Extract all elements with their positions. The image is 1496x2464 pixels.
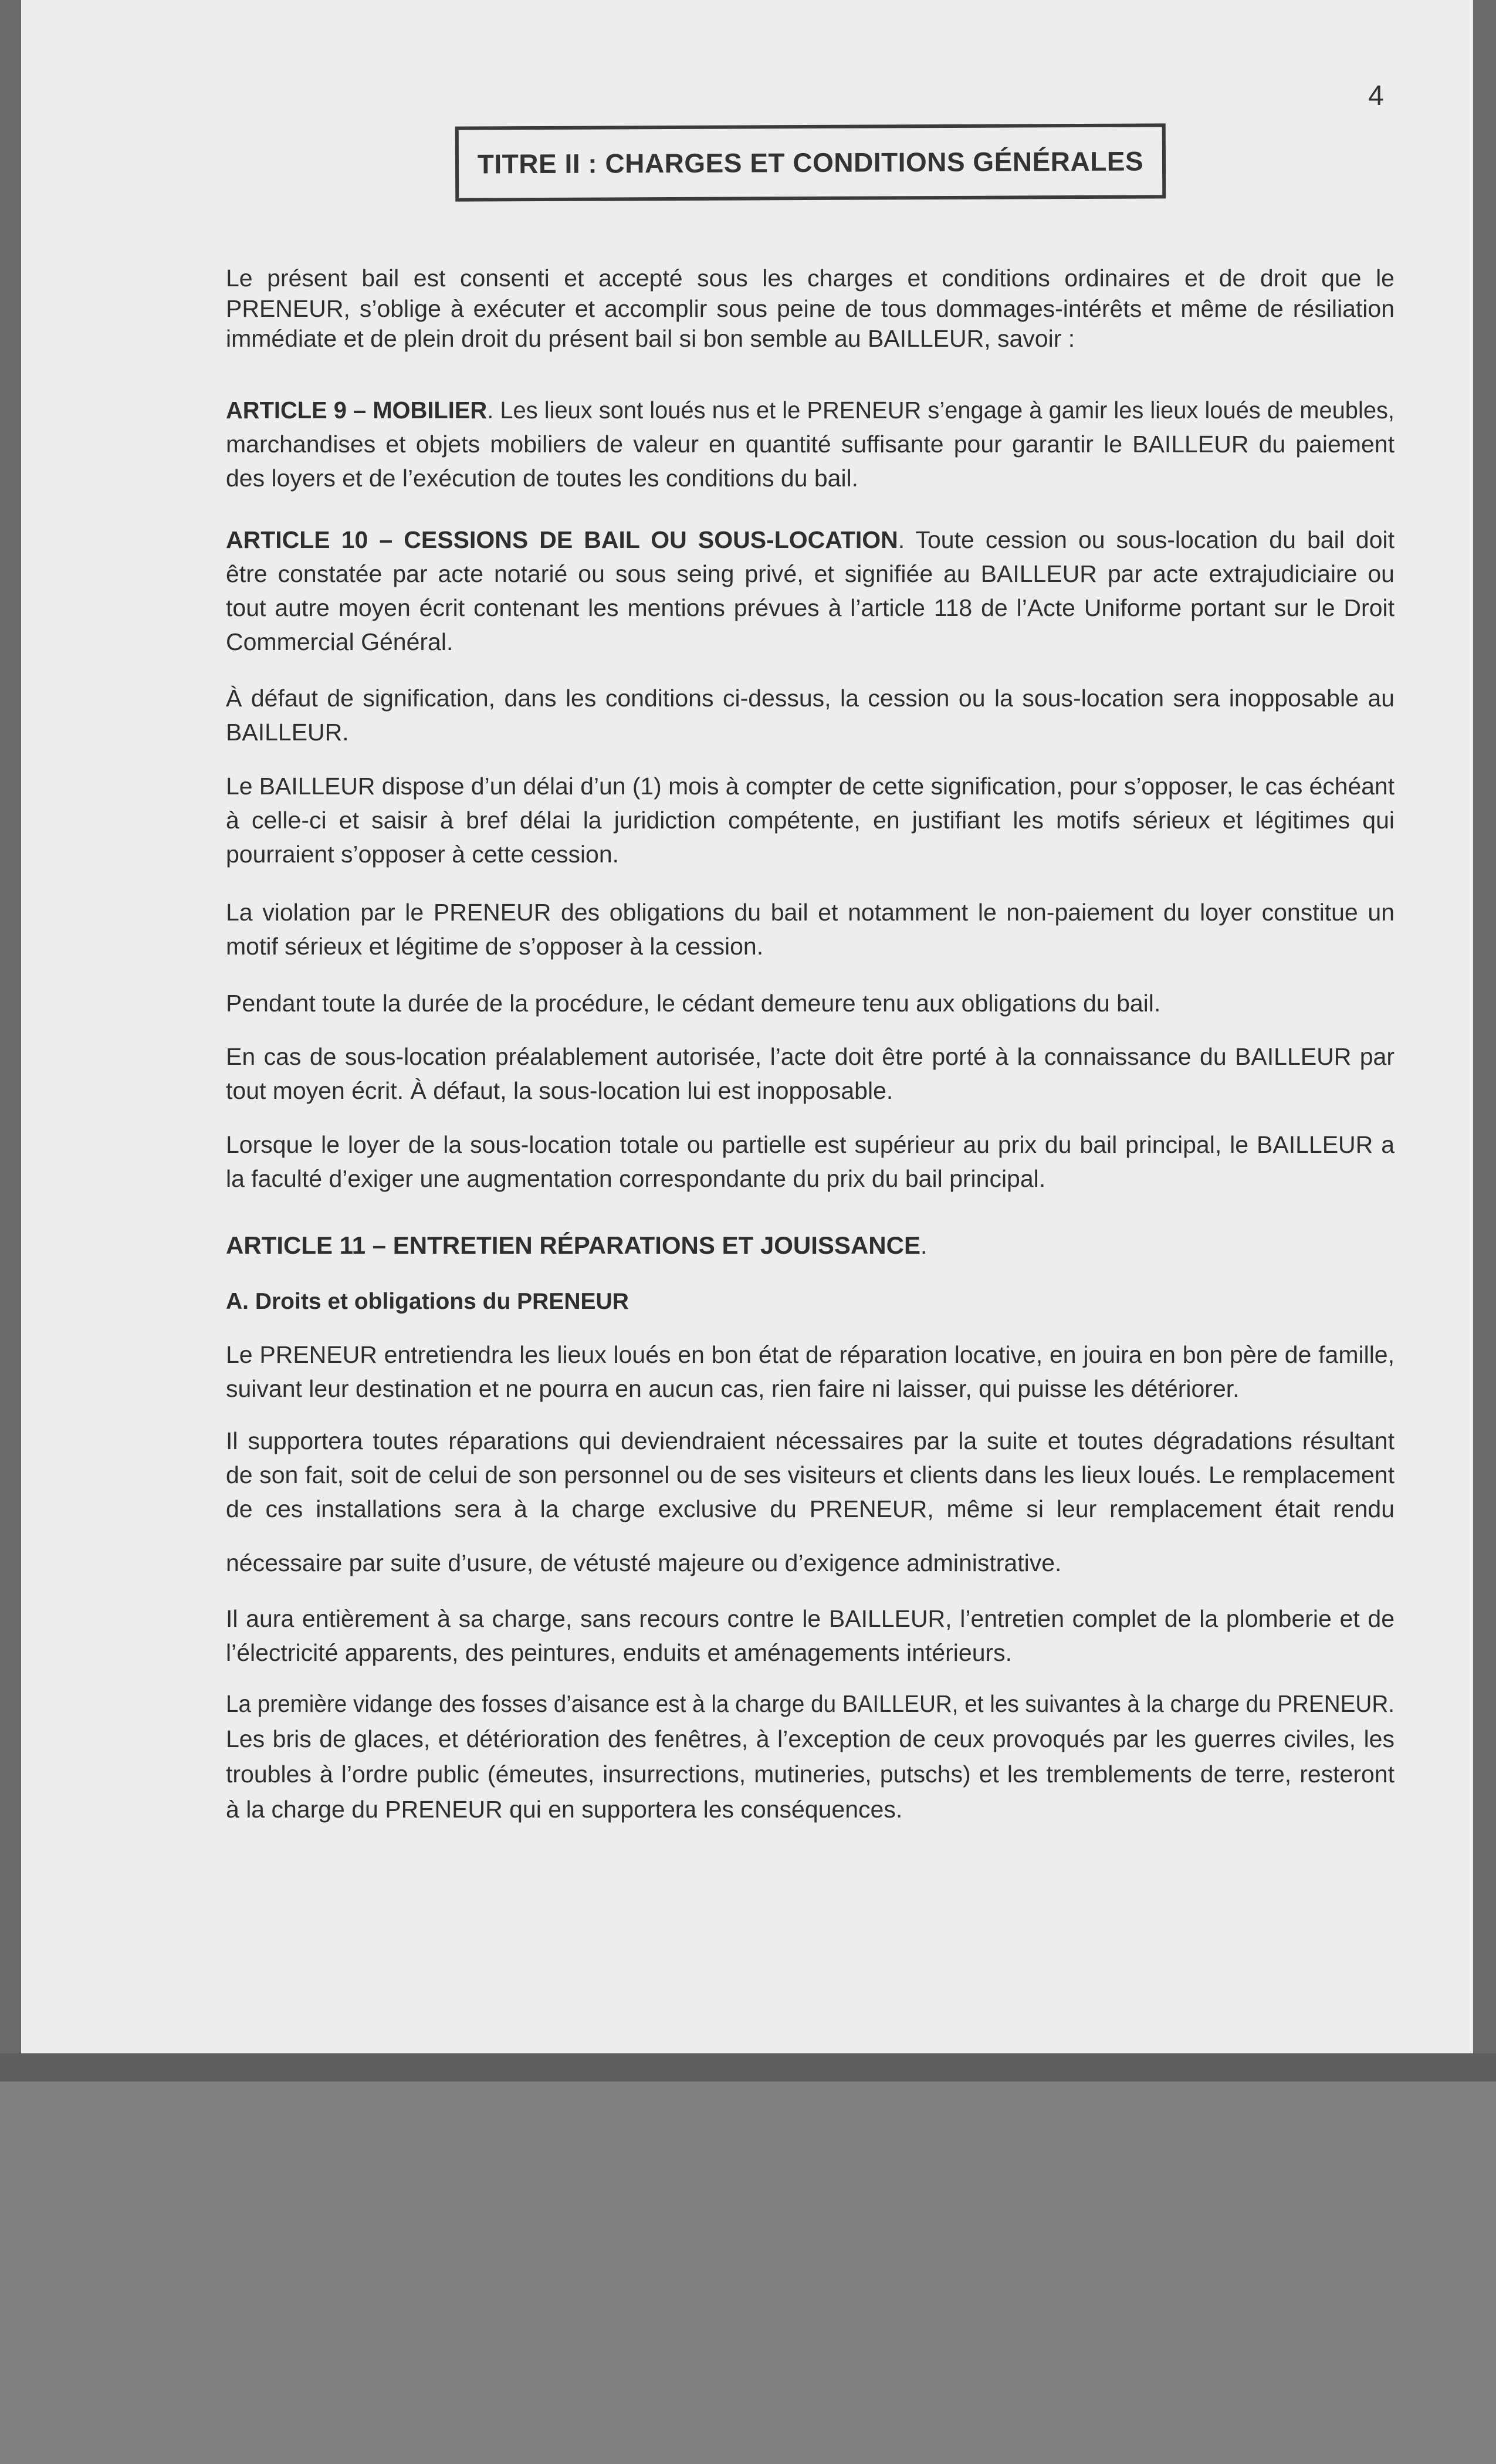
text-line: suivant leur destination et ne pourra en aucun cas, rien faire ni laisser, qui puisse les détériorer. — [226, 1375, 1240, 1402]
text-line: être constatée par acte notarié ou sous seing privé, et signifiée au BAILLEUR par acte extrajudiciaire ou — [226, 560, 1395, 587]
paragraph-loyer-superieur — [226, 1128, 1395, 1196]
text-line: à celle-ci et saisir à bref délai la juridiction compétente, en justifiant les motifs sérieux et légitimes qui — [226, 807, 1395, 834]
text-line — [226, 393, 1395, 427]
document-title: TITRE II : CHARGES ET CONDITIONS GÉNÉRALES — [477, 145, 1144, 180]
text-line: Le PRENEUR entretiendra les lieux loués en bon état de réparation locative, en jouira en bon père de famille, — [226, 1341, 1395, 1368]
text-line: À défaut de signification, dans les conditions ci-dessus, la cession ou la sous-location sera inopposable au — [226, 685, 1395, 712]
text-line: motif sérieux et légitime de s’opposer à la cession. — [226, 933, 764, 960]
text-line: pourraient s’opposer à cette cession. — [226, 841, 620, 868]
text-line: Le présent bail est consenti et accepté sous les charges et conditions ordinaires et de droit que le — [226, 265, 1395, 292]
text-line: Il supportera toutes réparations qui deviendraient nécessaires par la suite et toutes dégradations résultant — [226, 1427, 1395, 1454]
text-line: Le BAILLEUR dispose d’un délai d’un (1) mois à compter de cette signification, pour s’opposer, le cas échéant — [226, 773, 1395, 800]
article-9 — [226, 393, 1395, 495]
paragraph-entretien — [226, 1338, 1395, 1406]
text-line: de ces installations sera à la charge exclusive du PRENEUR, même si leur remplacement était rendu — [226, 1495, 1395, 1522]
section-a-heading — [226, 1285, 1395, 1319]
paragraph-delai-opposition — [226, 769, 1395, 871]
article-11-heading — [226, 1228, 1395, 1263]
text-line: l’électricité apparents, des peintures, enduits et aménagements intérieurs. — [226, 1639, 1013, 1666]
scanner-background-left — [0, 0, 21, 2053]
paragraph-vidange — [226, 1686, 1395, 1827]
text-line: Lorsque le loyer de la sous-location totale ou partielle est supérieur au prix du bail principal, le BAILLEUR a — [226, 1131, 1395, 1158]
text-line: de son fait, soit de celui de son personnel ou de ses visiteurs et clients dans les lieux loués. Le remplacement — [226, 1461, 1395, 1488]
text-line: En cas de sous-location préalablement autorisée, l’acte doit être porté à la connaissance du BAILLEUR par — [226, 1043, 1395, 1070]
text-line: Commercial Général. — [226, 628, 453, 655]
text-line: La première vidange des fosses d’aisance est à la charge du BAILLEUR, et les suivantes à la charge du PRENEUR. — [226, 1690, 1395, 1717]
scanner-background-right — [1473, 0, 1496, 2053]
article-heading: ARTICLE 11 – ENTRETIEN RÉPARATIONS ET JOUISSANCE — [226, 1231, 920, 1259]
text-line: tout autre moyen écrit contenant les mentions prévues à l’article 118 de l’Acte Uniforme portant sur le Droit — [226, 594, 1395, 621]
article-10 — [226, 523, 1395, 659]
title-box — [455, 123, 1166, 201]
text-line: BAILLEUR. — [226, 719, 349, 746]
text-line: Les bris de glaces, et détérioration des fenêtres, à l’exception de ceux provoqués par les guerres civiles, les — [226, 1725, 1395, 1752]
paragraph-sous-location-autorisee — [226, 1040, 1395, 1108]
text-line: tout moyen écrit. À défaut, la sous-location lui est inopposable. — [226, 1077, 893, 1104]
text-line: nécessaire par suite d’usure, de vétusté majeure ou d’exigence administrative. — [226, 1549, 1062, 1576]
text-line: troubles à l’ordre public (émeutes, insurrections, mutineries, putschs) et les tremblements de terre, resteront — [226, 1761, 1395, 1788]
text-line — [226, 1228, 1395, 1263]
page-number: 4 — [1368, 80, 1384, 111]
article-heading: ARTICLE 10 – CESSIONS DE BAIL OU SOUS-LOCATION — [226, 526, 898, 553]
text-line: des loyers et de l’exécution de toutes les conditions du bail. — [226, 465, 859, 492]
paragraph-plomberie — [226, 1602, 1395, 1670]
article-text: . Toute cession ou sous-location du bail doit — [898, 526, 1395, 553]
text-line: à la charge du PRENEUR qui en supportera les conséquences. — [226, 1796, 903, 1823]
text-line: la faculté d’exiger une augmentation correspondante du prix du bail principal. — [226, 1165, 1046, 1192]
text-line: immédiate et de plein droit du présent bail si bon semble au BAILLEUR, savoir : — [226, 325, 1075, 352]
paragraph-reparations-suite — [226, 1546, 1395, 1580]
paragraph-intro — [226, 263, 1395, 354]
article-heading: ARTICLE 9 – MOBILIER — [226, 397, 488, 424]
text-line: La violation par le PRENEUR des obligations du bail et notamment le non-paiement du loyer constitue un — [226, 899, 1395, 926]
article-text: . Les lieux sont loués nus et le PRENEUR s’engage à gamir les lieux loués de meubles, — [487, 397, 1395, 424]
section-heading: A. Droits et obligations du PRENEUR — [226, 1289, 629, 1314]
text-line: Pendant toute la durée de la procédure, le cédant demeure tenu aux obligations du bail. — [226, 990, 1161, 1017]
text-line — [226, 523, 1395, 557]
text-line: Il aura entièrement à sa charge, sans recours contre le BAILLEUR, l’entretien complet de la plomberie et de — [226, 1605, 1395, 1632]
paragraph-procedure — [226, 986, 1395, 1020]
text-line: marchandises et objets mobiliers de valeur en quantité suffisante pour garantir le BAILLEUR du paiement — [226, 431, 1395, 458]
text-line: PRENEUR, s’oblige à exécuter et accomplir sous peine de tous dommages-intérêts et même de résiliation — [226, 295, 1395, 322]
paragraph-violation — [226, 895, 1395, 963]
heading-period: . — [920, 1232, 928, 1259]
paragraph-reparations — [226, 1424, 1395, 1526]
scanner-background-bottom — [0, 2053, 1496, 2081]
paragraph-defaut-signification — [226, 681, 1395, 749]
